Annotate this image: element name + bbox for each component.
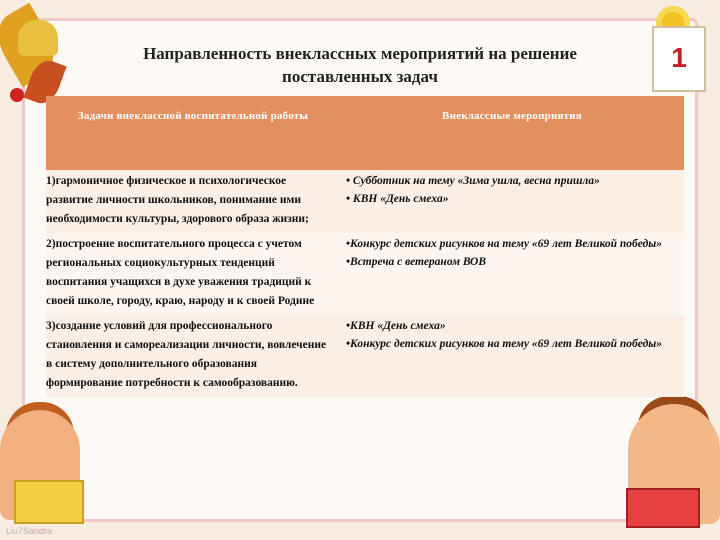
header-events: Внеклассные мероприятия (340, 96, 684, 170)
header-tasks: Задачи внеклассной воспитательной работы (46, 96, 340, 170)
table-header-row (46, 96, 684, 170)
task-cell: 2)построение воспитательного процесса с учетом региональных социокультурных тенденций воспитания учащихся в духе уважения традиций к своей школе, городу, краю, народу и к своей Родине (46, 233, 340, 315)
table-row (46, 315, 684, 397)
events-cell (340, 170, 684, 233)
book-icon (626, 488, 700, 528)
event-item: •Конкурс детских рисунков на тему «69 лет Великой победы» (346, 338, 663, 350)
book-icon (14, 480, 84, 524)
event-item: •КВН «День смеха» (346, 320, 446, 332)
events-cell (340, 315, 684, 397)
title-line-1: Направленность внеклассных мероприятий на решение (143, 44, 577, 63)
table-row (46, 233, 684, 315)
event-item: • КВН «День смеха» (346, 193, 449, 205)
berry-icon (10, 88, 24, 102)
task-cell: 3)создание условий для профессионального становления и самореализации личности, вовлечение в систему дополнительного образования формирование потребности к самообразованию. (46, 315, 340, 397)
task-cell: 1)гармоничное физическое и психологическое развитие личности школьников, понимание ими необходимости культуры, здорового образа жизни; (46, 170, 340, 233)
title-line-2: поставленных задач (282, 67, 438, 86)
event-item: •Конкурс детских рисунков на тему «69 лет Великой победы» (346, 238, 663, 250)
tasks-table (46, 96, 684, 397)
event-item: •Встреча с ветераном ВОВ (346, 256, 486, 268)
slide-title (60, 42, 660, 88)
bell-icon (18, 20, 58, 56)
events-cell (340, 233, 684, 315)
calendar-icon (652, 26, 706, 92)
table-row (46, 170, 684, 233)
watermark: Liu7Sandra (6, 526, 53, 536)
calendar-number: 1 (671, 42, 687, 73)
event-item: • Субботник на тему «Зима ушла, весна пришла» (346, 175, 600, 187)
